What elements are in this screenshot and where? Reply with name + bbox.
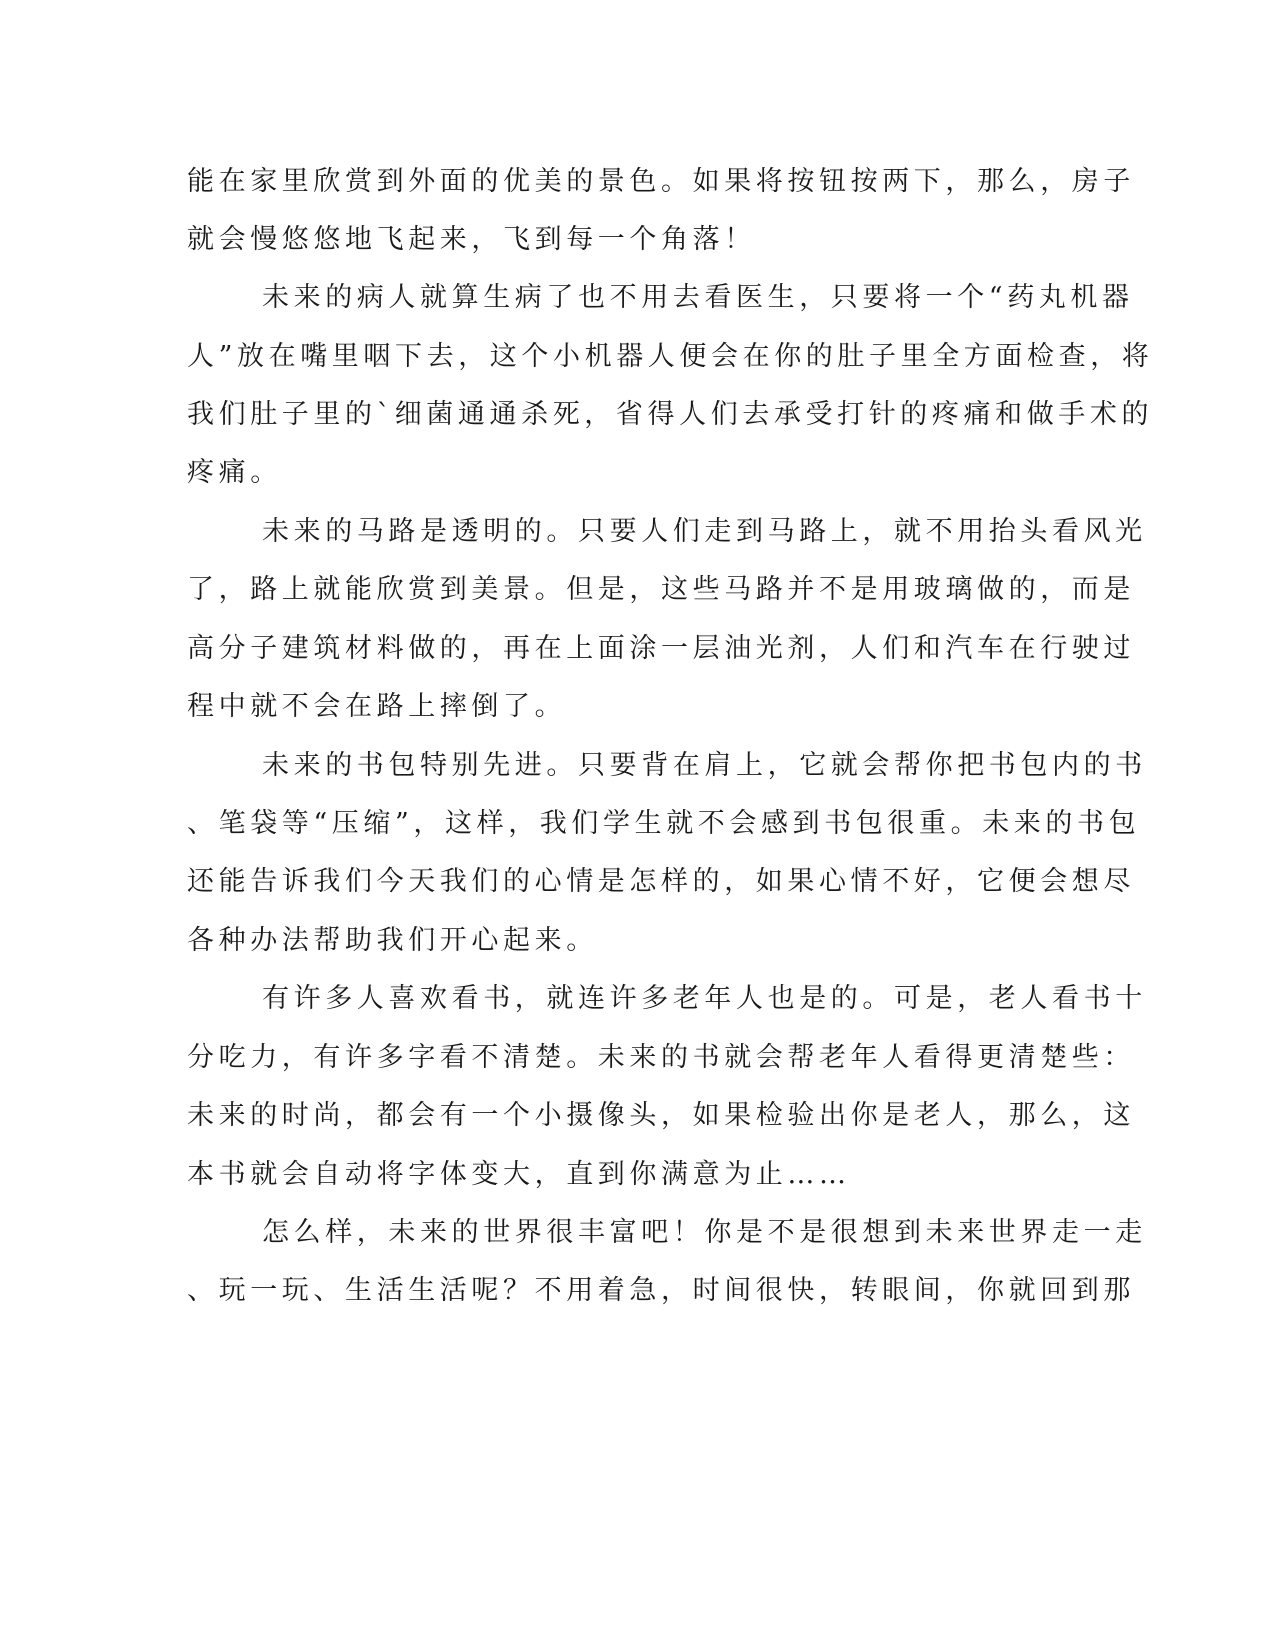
text-line: 能在家里欣赏到外面的优美的景色。如果将按钮按两下，那么，房子 <box>187 166 1135 197</box>
paragraph-start-line: 有许多人喜欢看书，就连许多老年人也是的。可是，老人看书十 <box>262 983 1147 1014</box>
text-line: 了，路上就能欣赏到美景。但是，这些马路并不是用玻璃做的，而是 <box>187 574 1135 605</box>
paragraph-start-line: 未来的病人就算生病了也不用去看医生，只要将一个“药丸机器 <box>262 282 1134 313</box>
text-line: 程中就不会在路上摔倒了。 <box>187 691 567 722</box>
paragraph-start-line: 未来的马路是透明的。只要人们走到马路上，就不用抬头看风光 <box>262 516 1147 547</box>
text-line: 本书就会自动将字体变大，直到你满意为止…… <box>187 1159 851 1190</box>
text-line: 各种办法帮助我们开心起来。 <box>187 925 598 956</box>
text-line: 还能告诉我们今天我们的心情是怎样的，如果心情不好，它便会想尽 <box>187 866 1135 897</box>
text-line: 疼痛。 <box>187 457 282 488</box>
text-line: 就会慢悠悠地飞起来，飞到每一个角落！ <box>187 224 756 255</box>
text-line: 人”放在嘴里咽下去，这个小机器人便会在你的肚子里全方面检查，将 <box>187 341 1154 372</box>
text-line: 分吃力，有许多字看不清楚。未来的书就会帮老年人看得更清楚些： <box>187 1042 1135 1073</box>
text-line: 我们肚子里的`细菌通通杀死，省得人们去承受打针的疼痛和做手术的 <box>187 399 1154 430</box>
text-line: 、玩一玩、生活生活呢？不用着急，时间很快，转眼间，你就回到那 <box>187 1275 1135 1306</box>
text-line: 、笔袋等“压缩”，这样，我们学生就不会感到书包很重。未来的书包 <box>187 808 1141 839</box>
text-line: 未来的时尚，都会有一个小摄像头，如果检验出你是老人，那么，这 <box>187 1100 1135 1131</box>
text-line: 高分子建筑材料做的，再在上面涂一层油光剂，人们和汽车在行驶过 <box>187 633 1135 664</box>
paragraph-start-line: 怎么样，未来的世界很丰富吧！你是不是很想到未来世界走一走 <box>262 1217 1147 1248</box>
paragraph-start-line: 未来的书包特别先进。只要背在肩上，它就会帮你把书包内的书 <box>262 750 1147 781</box>
